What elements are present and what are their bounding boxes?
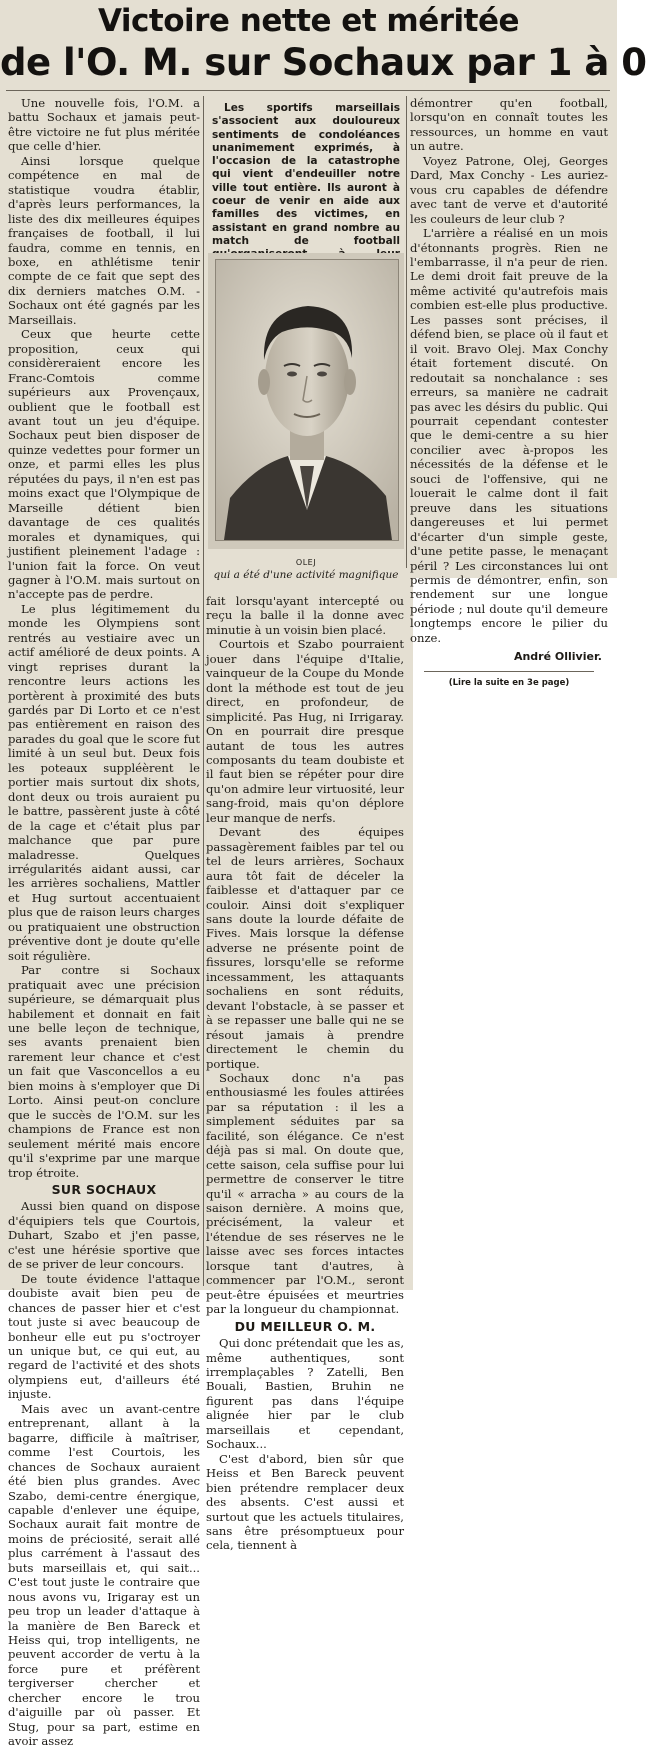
continuation-note: (Lire la suite en 3e page) xyxy=(448,677,570,688)
article-column-3 xyxy=(410,96,608,688)
paragraph: Courtois et Szabo pourraient jouer dans l'équipe d'Italie, vainqueur de la Coupe du Monde dont la méthode est tout de jeu direct, en profondeur, de simplicité. Pas Hug, ni Irrigaray. On en pourrait dire presque autant de tous les autres composants du team doubiste et il faut bien se répéter pour dire qu'on admire leur virtuosité, leur sang-froid, mais qu'on déplore leur manque de nerfs. xyxy=(206,637,404,825)
author-signature: André Ollivier. xyxy=(513,650,602,664)
paragraph: Ceux que heurte cette proposition, ceux qui considèreraient encore les Franc-Comtois comme supérieurs aux Provençaux, oublient que le football est avant tout un jeu d'équipe. Sochaux peut bien disposer de quinze vedettes pour former un onze, et parmi elles les plus réputées du pays, il n'en est pas moins exact que l'Olympique de Marseille détient bien davantage de ces qualités morales et dynamiques, qui justifient pleinement l'adage : l'union fait la force. On veut gagner à l'O.M. mais surtout on n'accepte pas de perdre. xyxy=(8,327,200,602)
headline-line-1: Victoire nette et méritée xyxy=(97,3,520,39)
subheading-du-meilleur-om: DU MEILLEUR O. M. xyxy=(234,1318,376,1334)
notice-text: Les sportifs marseillais s'associent aux douloureux sentiments de condoléances unanimement exprimés, à l'occasion de la catastrophe qui vient d'endeuiller notre ville tout entière. Ils auront à coeur de venir en aide aux familles des victimes, en assistant en grand nombre au match de football xyxy=(212,102,400,247)
paragraph: Devant des équipes passagèrement faibles par tel ou tel de leurs arrières, Sochaux aura tôt fait de déceler la faiblesse et d'attaquer par ce couloir. Ainsi doit s'expliquer sans doute la lourde défaite de Fives. Mais lorsque la défense adverse ne présente point de fissures, lorsqu'elle se reforme incessamment, les attaquants sochaliens en sont réduits, devant l'obstacle, à se passer et à se repasser une balle qui ne se résout jamais à prendre directement le chemin du portique. xyxy=(206,825,404,1071)
paragraph: De toute évidence l'attaque doubiste avait bien peu de chances de passer hier et c'est tout juste si avec beaucoup de bonheur elle eut pu s'octroyer un unique but, ce qui eut, au regard de l'activité et des shots olympiens eut, d'ailleurs été injuste. xyxy=(8,1271,200,1402)
paragraph: Par contre si Sochaux pratiquait avec une précision supérieure, se démarquait plus habilement et donnait en fait une belle leçon de technique, ses avants prenaient bien rarement leur chance et c'est un fait que Vasconcellos a eu bien moins à s'employer que Di Lorto. Ainsi peut-on conclure que le succès de l'O.M. sur les champions de France est non seulement mérité mais encore qu'il s'exprime par une marque trop étroite. xyxy=(8,963,200,1180)
paragraph: C'est d'abord, bien sûr que Heiss et Ben Bareck peuvent bien prétendre remplacer deux des absents. C'est aussi et surtout que les actuels titulaires, sans être présomptueux pour cela, tiennent à xyxy=(206,1451,404,1553)
paragraph: L'arrière a réalisé en un mois d'étonnants progrès. Rien ne l'embarrasse, il n'a peur de rien. Le demi droit fait preuve de la même activité qu'autrefois mais combien est-elle plus productive. Les passes sont précises, il défend bien, se place où il faut et il voit. Bravo Olej. Max Conchy était fortement discuté. On redoutait sa nonchalance : ses erreurs, sa manière ne cadrait pas avec les désirs du public. Qui pourrait cependant contester que le demi-centre a su hier concilier avec à-propos les nécessités de la défense et le souci de l'offensive, qui ne louerait le calme dont il fait preuve dans les situations dangereuses et lui permet d'écarter d'un simple geste, d'une petite passe, le menaçant péril ? Les circonstances lui ont permis de démontrer, enfin, son rendement sur une longue période ; nul doute qu'il demeure longtemps encore le pilier du onze. xyxy=(410,226,608,645)
separator-rule xyxy=(424,671,594,672)
column-divider-left xyxy=(203,96,204,1286)
article-column-2 xyxy=(206,594,404,1553)
article-column-1 xyxy=(8,96,200,1749)
paragraph: Ainsi lorsque quelque compétence en mal de statistique voudra établir, d'après leurs performances, la liste des dix meilleures équipes françaises de football, il lui faudra, comme en tennis, en boxe, en athlétisme tenir compte de ce fait que sept des dix derniers matches O.M. - Sochaux ont été gagnés par les Marseillais. xyxy=(8,153,200,327)
paragraph: Qui donc prétendait que les as, même authentiques, sont irremplaçables ? Zatelli, Ben Bouali, Bastien, Bruhin ne figurent pas dans l'équipe alignée hier par le club marseillais et cependant, Sochaux... xyxy=(206,1336,404,1452)
subheading-sur-sochaux: SUR SOCHAUX xyxy=(51,1181,157,1197)
paragraph: Le plus légitimement du monde les Olympiens sont rentrés au vestiaire avec un actif amélioré de deux points. A vingt reprises durant la rencontre leurs actions les portèrent à proximité des buts gardés par Di Lorto et ce n'est pas entièrement en raison des parades du goal que le score fut limité à un seul but. Deux fois les poteaux suppléèrent le portier mais surtout dix shots, dont deux ou trois auraient pu le battre, passèrent juste à côté de la cage et c'était plus par malchance que par pure maladresse. Quelques irrégularités aidant aussi, car les arrières sochaliens, Mattler et Hug surtout accentuaient plus que de raison leurs charges ou pratiquaient une obstruction préventive dont je doute qu'elle soit régulière. xyxy=(8,601,200,963)
paragraph: démontrer qu'en football, lorsqu'on en connaît toutes les ressources, un homme en vaut un autre. xyxy=(410,96,608,154)
player-photo xyxy=(215,259,399,541)
caption-name: OLEJ xyxy=(295,558,317,567)
paragraph: fait lorsqu'ayant intercepté ou reçu la balle il la donne avec minutie à un voisin bien placé. xyxy=(206,594,404,637)
paragraph: Aussi bien quand on dispose d'équipiers tels que Courtois, Duhart, Szabo et j'en passe, c'est une hérésie sportive que de se priver de leur concours. xyxy=(8,1199,200,1272)
paragraph: Voyez Patrone, Olej, Georges Dard, Max Conchy - Les auriez-vous cru capables de défendre avec tant de verve et d'autorité les couleurs de leur club ? xyxy=(410,153,608,226)
paragraph: Une nouvelle fois, l'O.M. a battu Sochaux et jamais peut-être victoire ne fut plus méritée que celle d'hier. xyxy=(8,96,200,154)
headline-rule xyxy=(6,90,610,91)
caption-text: qui a été d'une activité magnifique xyxy=(213,569,399,581)
headline-line-2: de l'O. M. sur Sochaux par 1 à 0 xyxy=(0,41,647,84)
player-photo-frame xyxy=(208,253,404,549)
column-divider-right xyxy=(406,96,407,568)
portrait-illustration xyxy=(216,260,398,540)
paragraph: Sochaux donc n'a pas enthousiasmé les foules attirées par sa réputation : il les a simplement séduites par sa facilité, son élégance. Ce n'est déjà pas si mal. On doute que, cette saison, cela suffise pour lui permettre de conserver le titre qu'il « arracha » au cours de la saison dernière. A moins que, précisément, la valeur et l'étendue de ses réserves ne le laisse avec ses forces intactes lorsque tant d'autres, à commencer par l'O.M., seront peut-être épuisées et meurtries par la longueur du championnat. xyxy=(206,1070,404,1317)
paragraph: Mais avec un avant-centre entreprenant, allant à la bagarre, difficile à maîtriser, comme l'est Courtois, les chances de Sochaux auraient été bien plus grandes. Avec Szabo, demi-centre énergique, capable d'enlever une équipe, Sochaux aurait fait montre de moins de préciosité, serait allé plus carrément à l'assaut des buts marseillais et, qui sait... C'est tout juste le contraire que nous avons vu, Irigaray est un peu trop un leader d'attaque à la manière de Ben Bareck et Heiss qui, trop intelligents, ne peuvent accorder de vertu à la force pure et préfèrent tergiverser chercher et chercher encore le trou d'aiguille par où passer. Et Stug, pour sa part, estime en avoir assez xyxy=(8,1401,200,1749)
photo-caption xyxy=(206,556,406,582)
